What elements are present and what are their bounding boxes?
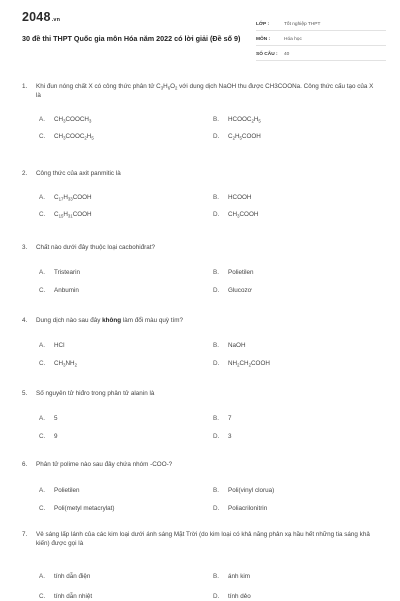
answer-option[interactable] (39, 211, 92, 219)
question-emphasis: không (102, 317, 122, 324)
answer-option[interactable] (213, 573, 250, 581)
answer-option[interactable] (213, 360, 270, 368)
answer-option[interactable] (39, 269, 80, 277)
brand-block (22, 10, 252, 44)
option-letter: A. (39, 194, 45, 201)
answer-option[interactable] (39, 415, 58, 423)
question-header (22, 389, 378, 398)
option-text: $CH_3COOC_2H_5$ (54, 133, 94, 141)
option-letter: C. (39, 433, 46, 440)
option-letter: B. (213, 415, 219, 422)
answer-option[interactable] (39, 287, 79, 295)
answer-option[interactable] (39, 505, 115, 513)
document-title: 30 đề thi THPT Quốc gia môn Hóa năm 2022 có lời giải (Đề số 9) (22, 34, 241, 43)
question-number: 4. (22, 317, 28, 324)
question (22, 82, 378, 148)
option-letter: A. (39, 487, 45, 494)
question-text: Phân tử polime nào sau đây chứa nhóm -COO-? (36, 461, 173, 468)
question-text: Khi đun nóng chất X có công thức phân tử $C_3H_6O_2$ với dung dịch NaOH thu được CH3COONa. Công thức cấu tạo của X là (36, 83, 374, 99)
answer-options (22, 252, 378, 300)
question-header (22, 460, 378, 469)
question-text: Chất nào dưới đây thuộc loại cacbohiđrat? (36, 244, 155, 251)
option-letter: C. (39, 505, 46, 512)
answer-options (22, 469, 378, 517)
option-text: 5 (54, 415, 58, 422)
option-text: $C_2H_5COOH$ (228, 133, 261, 141)
option-letter: B. (213, 194, 219, 201)
option-letter: D. (213, 211, 220, 218)
option-text: Poli(metyl metacrylat) (54, 505, 115, 512)
question-header (22, 169, 378, 178)
meta-value: Tốt nghiệp THPT (284, 22, 321, 27)
question-text: Công thức của axit panmitic là (36, 170, 121, 177)
answer-option[interactable] (39, 433, 58, 441)
option-text: Glucozơ (228, 287, 252, 294)
option-letter: C. (39, 211, 46, 218)
option-text: Polietilen (228, 269, 254, 276)
option-text: $NH_2CH_2COOH$ (228, 360, 270, 368)
question-number: 6. (22, 461, 28, 468)
option-letter: C. (39, 360, 46, 367)
meta-row-class (256, 16, 386, 31)
question-header (22, 530, 378, 548)
answer-option[interactable] (213, 269, 254, 277)
question-header (22, 316, 378, 325)
question (22, 316, 378, 373)
answer-option[interactable] (213, 415, 232, 423)
logo-suffix: .vn (51, 17, 61, 23)
option-text: Anbumin (54, 287, 79, 294)
option-letter: B. (213, 573, 219, 580)
option-letter: B. (213, 342, 219, 349)
option-text: NaOH (228, 342, 246, 349)
answer-options (22, 398, 378, 446)
option-letter: D. (213, 433, 220, 440)
answer-options (22, 325, 378, 373)
question (22, 530, 378, 600)
option-letter: A. (39, 116, 45, 123)
option-text: $CH_3NH_2$ (54, 360, 77, 368)
answer-options (22, 178, 378, 226)
option-text: 9 (54, 433, 58, 440)
option-letter: A. (39, 269, 45, 276)
option-letter: B. (213, 487, 219, 494)
option-letter: A. (39, 415, 45, 422)
meta-label: MÔN : (256, 37, 271, 42)
answer-option[interactable] (39, 360, 77, 368)
question-text: Dung dịch nào sau đây không làm đổi màu quỳ tím? (36, 317, 184, 324)
question-text: Số nguyên tử hiđro trong phân tử alanin là (36, 390, 155, 397)
option-text: $HCOOC_2H_5$ (228, 116, 261, 124)
exam-meta (256, 16, 386, 61)
option-letter: D. (213, 287, 220, 294)
answer-option[interactable] (39, 194, 92, 202)
option-text: HCl (54, 342, 65, 349)
option-letter: A. (39, 573, 45, 580)
question-number: 1. (22, 83, 28, 90)
answer-option[interactable] (39, 573, 90, 581)
question (22, 169, 378, 226)
option-letter: C. (39, 593, 46, 600)
question-number: 5. (22, 390, 28, 397)
option-letter: D. (213, 133, 220, 140)
option-text: ánh kim (228, 573, 251, 580)
answer-option[interactable] (39, 342, 65, 350)
option-letter: D. (213, 360, 220, 367)
option-text: 3 (228, 433, 232, 440)
option-letter: D. (213, 593, 220, 600)
option-text: Poliacrilonitrin (228, 505, 268, 512)
answer-option[interactable] (213, 487, 274, 495)
answer-option[interactable] (39, 116, 91, 124)
answer-option[interactable] (213, 194, 251, 202)
question-header (22, 243, 378, 252)
meta-label: SỐ CÂU : (256, 52, 278, 57)
page-header (22, 10, 386, 61)
meta-value: 40 (284, 52, 290, 57)
option-text: $CH_3COOCH_3$ (54, 116, 92, 124)
option-text: tính dẫn nhiệt (54, 593, 93, 600)
option-text: 7 (228, 415, 232, 422)
answer-option[interactable] (213, 505, 267, 513)
answer-option[interactable] (213, 342, 246, 350)
option-letter: B. (213, 269, 219, 276)
question (22, 389, 378, 446)
answer-option[interactable] (39, 487, 80, 495)
option-letter: D. (213, 505, 220, 512)
question-number: 7. (22, 531, 28, 538)
answer-option[interactable] (39, 133, 94, 141)
option-letter: A. (39, 342, 45, 349)
option-text: tính dẻo (228, 593, 251, 600)
question-number: 2. (22, 170, 28, 177)
option-text: $CH_3COOH$ (228, 211, 259, 219)
answer-option[interactable] (213, 133, 261, 141)
meta-row-subject (256, 31, 386, 46)
meta-value: Hóa học (284, 37, 302, 42)
answer-option[interactable] (213, 211, 258, 219)
site-logo[interactable] (22, 10, 252, 27)
answer-option[interactable] (213, 116, 261, 124)
option-text: $C_{15}H_{31}COOH$ (54, 211, 92, 219)
option-text: Polietilen (54, 487, 80, 494)
meta-row-count (256, 46, 386, 61)
question-header (22, 82, 378, 100)
option-text: $C_{17}H_{33}COOH$ (54, 194, 92, 202)
option-text: tính dẫn điện (54, 573, 91, 580)
question (22, 460, 378, 517)
answer-options (22, 548, 378, 600)
question-text: Vẻ sáng lấp lánh của các kim loại dưới ánh sáng Mặt Trời (do kim loại có khả năng phản xạ hầu hết những tia sáng khả kiến) được gọi là (36, 531, 370, 547)
option-letter: B. (213, 116, 219, 123)
option-letter: C. (39, 133, 46, 140)
answer-option[interactable] (213, 433, 232, 441)
option-text: Poli(vinyl clorua) (228, 487, 275, 494)
question (22, 243, 378, 300)
question-number: 3. (22, 244, 28, 251)
meta-label: LỚP : (256, 22, 270, 27)
answer-option[interactable] (213, 287, 252, 295)
logo-main: 2048 (22, 10, 51, 24)
answer-options (22, 100, 378, 148)
option-text: Tristearin (54, 269, 81, 276)
option-text: HCOOH (228, 194, 252, 201)
option-letter: C. (39, 287, 46, 294)
